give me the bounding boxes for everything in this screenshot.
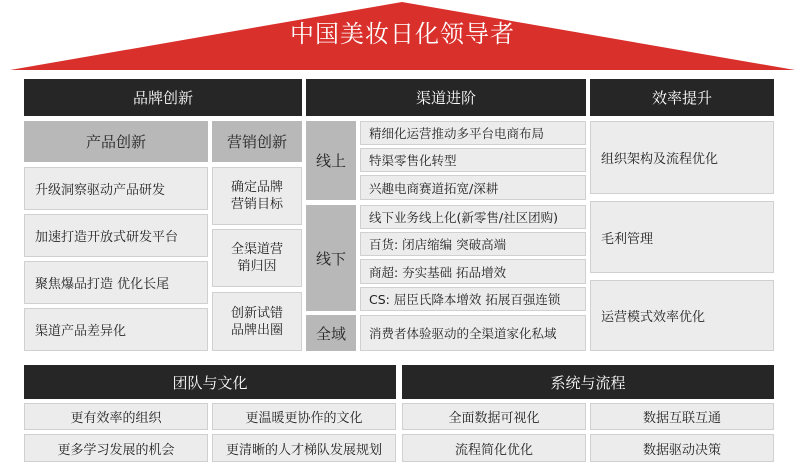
system-item: 数据驱动决策 [590,434,774,462]
marketing-innovation-header: 营销创新 [212,121,302,162]
offline-item: 线下业务线上化(新零售/社区团购) [360,205,586,229]
product-item: 加速打造开放式研发平台 [24,214,208,257]
omni-label: 全域 [306,315,356,351]
efficiency-header: 效率提升 [590,79,774,116]
brand-innovation-header: 品牌创新 [24,79,302,116]
system-item: 全面数据可视化 [402,403,586,430]
channel-advance-header: 渠道进阶 [306,79,586,116]
online-item: 精细化运营推动多平台电商布局 [360,121,586,145]
product-item: 升级洞察驱动产品研发 [24,167,208,210]
product-innovation-header: 产品创新 [24,121,208,162]
system-item: 流程简化优化 [402,434,586,462]
efficiency-item: 毛利管理 [590,201,774,273]
offline-label: 线下 [306,205,356,311]
marketing-item: 确定品牌 营销目标 [212,167,302,225]
online-item: 兴趣电商赛道拓宽/深耕 [360,175,586,200]
online-item: 特渠零售化转型 [360,148,586,172]
team-item: 更温暖更协作的文化 [212,403,396,430]
team-item: 更多学习发展的机会 [24,434,208,462]
system-process-header: 系统与流程 [402,365,774,399]
online-label: 线上 [306,121,356,200]
efficiency-item: 运营模式效率优化 [590,280,774,351]
page-title: 中国美妆日化领导者 [290,20,515,48]
marketing-item: 创新试错 品牌出圈 [212,292,302,351]
team-culture-header: 团队与文化 [24,365,396,399]
team-item: 更清晰的人才梯队发展规划 [212,434,396,462]
offline-item: 商超: 夯实基础 拓品增效 [360,259,586,284]
efficiency-item: 组织架构及流程优化 [590,121,774,194]
system-item: 数据互联互通 [590,403,774,430]
offline-item: 百货: 闭店缩编 突破高端 [360,232,586,256]
team-item: 更有效率的组织 [24,403,208,430]
offline-item: CS: 屈臣氏降本增效 拓展百强连锁 [360,287,586,311]
omni-item: 消费者体验驱动的全渠道家化私域 [360,315,586,351]
product-item: 渠道产品差异化 [24,308,208,351]
marketing-item: 全渠道营 销归因 [212,229,302,287]
product-item: 聚焦爆品打造 优化长尾 [24,261,208,304]
